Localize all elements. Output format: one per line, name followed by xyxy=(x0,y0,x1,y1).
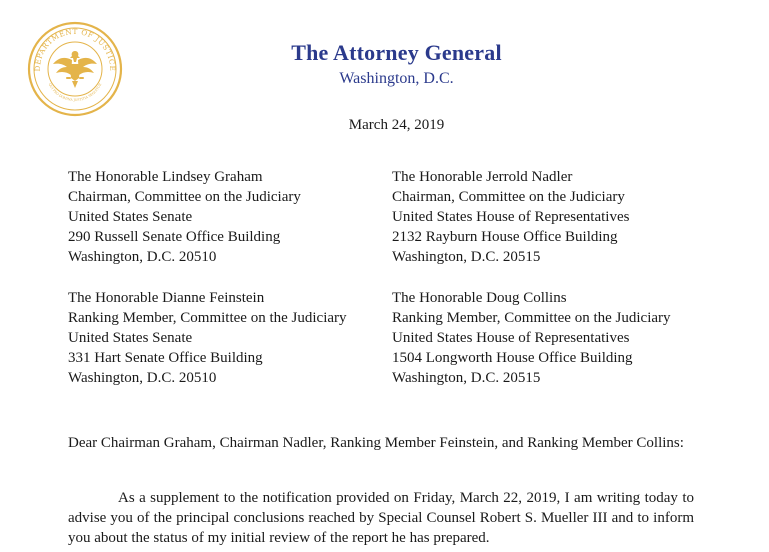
recipient-title: Ranking Member, Committee on the Judiciary xyxy=(68,310,347,326)
recipient-address-collins xyxy=(392,288,671,388)
letterhead-subtitle: Washington, D.C. xyxy=(339,70,454,87)
letterhead-title: The Attorney General xyxy=(291,40,502,65)
recipient-address-feinstein xyxy=(68,288,347,388)
letter-body-paragraph: As a supplement to the notification provided on Friday, March 22, 2019, I am writing today to advise you of the principal conclusions reached by Special Counsel Robert S. Mueller III and to inform you about the status of my initial review of the report he has prepared. xyxy=(68,490,694,546)
recipient-city: Washington, D.C. 20510 xyxy=(68,249,217,265)
recipient-office: 331 Hart Senate Office Building xyxy=(68,350,263,366)
recipient-body: United States House of Representatives xyxy=(392,330,630,346)
recipient-title: Ranking Member, Committee on the Judiciary xyxy=(392,310,671,326)
recipient-name: The Honorable Doug Collins xyxy=(392,290,567,306)
recipient-name: The Honorable Dianne Feinstein xyxy=(68,290,265,306)
recipient-city: Washington, D.C. 20515 xyxy=(392,249,541,265)
letter-salutation: Dear Chairman Graham, Chairman Nadler, Ranking Member Feinstein, and Ranking Member Collins: xyxy=(68,435,684,451)
recipient-city: Washington, D.C. 20515 xyxy=(392,370,541,386)
seal-icon xyxy=(26,20,124,118)
recipient-office: 290 Russell Senate Office Building xyxy=(68,229,281,245)
seal-motto-text: QUI PRO DOMINA JUSTITIA SEQUITUR xyxy=(47,82,103,103)
recipient-city: Washington, D.C. 20510 xyxy=(68,370,217,386)
letter-date: March 24, 2019 xyxy=(348,117,445,133)
recipient-name: The Honorable Lindsey Graham xyxy=(68,169,263,185)
recipient-body: United States House of Representatives xyxy=(392,209,630,225)
recipient-office: 1504 Longworth House Office Building xyxy=(392,350,633,366)
recipient-address-graham xyxy=(68,167,301,267)
recipient-title: Chairman, Committee on the Judiciary xyxy=(68,189,301,205)
recipient-body: United States Senate xyxy=(68,209,193,225)
recipient-address-nadler xyxy=(392,167,629,267)
seal-top-text: DEPARTMENT OF JUSTICE xyxy=(32,26,118,72)
recipient-name: The Honorable Jerrold Nadler xyxy=(392,169,573,185)
recipient-title: Chairman, Committee on the Judiciary xyxy=(392,189,625,205)
recipient-office: 2132 Rayburn House Office Building xyxy=(392,229,618,245)
recipient-body: United States Senate xyxy=(68,330,193,346)
department-of-justice-seal xyxy=(26,20,124,118)
